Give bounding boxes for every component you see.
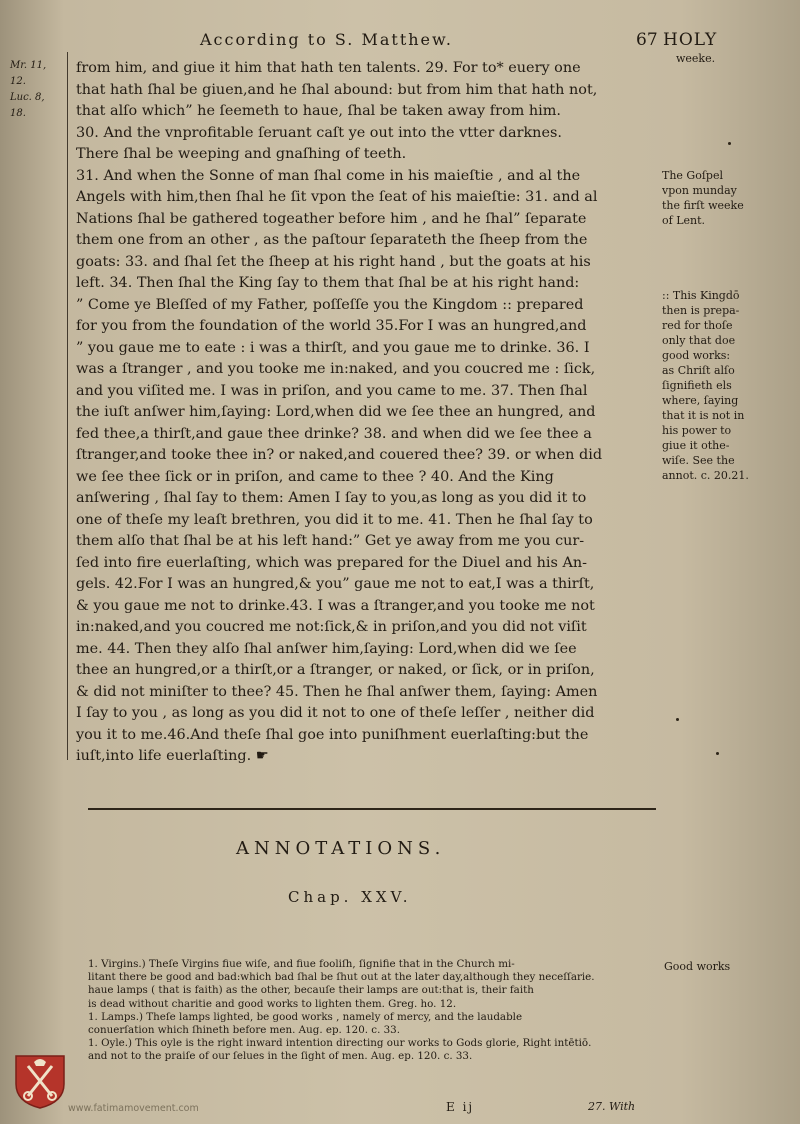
margin-ref: 12. [10,76,26,87]
annotations-text [88,958,663,1064]
margin-ref: Mr. 11, [10,60,47,71]
text-line: iuſt,into life euerlaſting. ☛ [76,748,269,764]
margin-note-line: his power to [662,424,732,437]
ink-speck [716,752,719,755]
main-text-column [76,58,660,768]
annotation-line: 1. Virgins.) Theſe Virgins fiue wiſe, and fiue fooliſh, ſignifie that in the Church mi- [88,958,515,970]
margin-note-line: only that doe [662,334,736,347]
margin-note-line: of Lent. [662,214,706,227]
margin-note-line: then is prepa- [662,304,740,317]
margin-note-line [662,273,796,288]
margin-note-line [662,228,796,243]
text-line: them one from an other , as the paſtour ſeparateth the ſheep from the [76,232,588,248]
text-line: ſed into fire euerlaſting, which was prepared for the Diuel and his An- [76,554,587,571]
annotation-line: haue lamps ( that is faith) as the other, becauſe their lamps are out:that is, their faith [88,984,534,997]
text-line: & did not miniſter to thee? 45. Then he ſhal anſwer them, ſaying: Amen [76,683,598,700]
margin-note-line: as Chriſt alſo [662,364,735,377]
margin-note-line: the firſt weeke [662,199,744,212]
margin-note-line: good works: [662,349,731,362]
text-line: for you from the foundation of the world 35.For I was an hungred,and [76,318,587,334]
chapter-heading: Chap. XXV. [288,888,412,906]
margin-note-line: annot. c. 20.21. [662,469,749,482]
text-line: in:naked,and you coucred me not:ſick,& in priſon,and you did not viſit [76,619,587,635]
annotation-line: conuerſation which ſhineth before men. Aug. ep. 120. c. 33. [88,1023,400,1036]
section-title: HOLY [663,30,718,50]
ink-speck [676,718,679,721]
text-line: gels. 42.For I was an hungred,& you” gaue me not to eat,I was a thirſt, [76,576,595,592]
annotation-side-note: Good works [664,960,731,973]
running-title: According to S. Matthew. [200,30,453,49]
text-line: was a ſtranger , and you tooke me in:naked, and you coucred me : ſick, [76,361,596,377]
text-line: Nations ſhal be gathered togeather before him , and he ſhal” ſeparate [76,210,587,227]
text-line: from him, and giue it him that hath ten talents. 29. For to* euery one [76,60,581,76]
text-line: ” Come ye Bleſſed of my Father, poſſeſſe you the Kingdom :: prepared [76,296,584,313]
text-line: ſtranger,and tooke thee in? or naked,and couered thee? 39. or when did [76,447,603,463]
text-line: them alſo that ſhal be at his left hand:” Get ye away from me you cur- [76,533,585,549]
margin-note-line: giue it othe- [662,439,730,452]
text-line: ” you gaue me to eate : i was a thirſt, and you gaue me to drinke. 36. I [76,339,590,356]
margin-note-line [662,243,796,258]
margin-ref: 18. [10,108,26,119]
annotation-line: and not to the praiſe of our ſelues in the ſight of men. Aug. ep. 120. c. 33. [88,1050,473,1063]
text-line: fed thee,a thirſt,and gaue thee drinke? 38. and when did we ſee thee a [76,425,592,442]
papal-keys-logo-icon [14,1054,66,1110]
text-line: & you gaue me not to drinke.43. I was a ſtranger,and you tooke me not [76,597,595,614]
margin-divider-line [67,52,68,760]
text-line: 31. And when the Sonne of man ſhal come in his maieſtie , and al the [76,167,581,184]
text-line: goats: 33. and ſhal ſet the ſheep at his right hand , but the goats at his [76,253,591,270]
text-line: 30. And the vnprofitable ſeruant caſt ye out into the vtter darknes. [76,124,562,141]
text-line: and you viſited me. I was in priſon, and you came to me. 37. Then ſhal [76,382,588,399]
text-line: that alſo which” he ſeemeth to haue, ſhal be taken away from him. [76,103,561,119]
text-line: we ſee thee ſick or in priſon, and came to thee ? 40. And the King [76,468,554,485]
watermark-url: www.fatimamovement.com [68,1103,199,1114]
text-line: me. 44. Then they alſo ſhal anſwer him,ſaying: Lord,when did we ſee [76,640,577,657]
margin-note-line: vpon munday [662,184,737,197]
text-line: you it to me.46.And theſe ſhal goe into puniſhment euerlaſting:but the [76,726,589,743]
annotation-line: is dead without charitie and good works to lighten them. Greg. ho. 12. [88,997,457,1010]
signature-mark: E ij [446,1100,475,1114]
annotation-line: 1. Lamps.) Theſe lamps lighted, be good works , namely of mercy, and the laudable [88,1010,523,1023]
text-line: I ſay to you , as long as you did it not to one of theſe leſſer , neither did [76,705,595,721]
catchword: 27. With [588,1100,636,1113]
margin-note-line: where, ſaying [662,394,739,407]
text-line: There ſhal be weeping and gnaſhing of teeth. [76,146,407,162]
margin-note-line [662,258,796,273]
section-subtitle: weeke. [676,52,716,65]
annotations-heading: ANNOTATIONS. [236,838,446,859]
margin-note-line: :: This Kingdō [662,289,740,302]
margin-note-line: red for thoſe [662,319,733,332]
text-line: left. 34. Then ſhal the King ſay to them that ſhal be at his right hand: [76,275,580,291]
margin-note-line: wiſe. See the [662,454,735,467]
text-line: one of theſe my leaſt brethren, you did it to me. 41. Then he ſhal ſay to [76,511,593,528]
margin-note-line: The Goſpel [662,169,723,182]
text-line: anſwering , ſhal ſay to them: Amen I ſay to you,as long as you did it to [76,490,587,506]
right-margin-notes [662,168,796,483]
page-number: 67 [636,30,658,50]
text-line: Angels with him,then ſhal he ſit vpon the ſeat of his maieſtie: 31. and al [76,189,598,205]
section-divider [88,808,656,810]
margin-ref: Luc. 8, [10,92,45,103]
margin-note-line: ſignifieth els [662,379,732,392]
left-margin-references [10,58,60,122]
annotation-line: 1. Oyle.) This oyle is the right inward intention directing our works to Gods glorie, Right intētiō. [88,1037,592,1050]
text-line: thee an hungred,or a thirſt,or a ſtranger, or naked, or ſick, or in priſon, [76,662,595,678]
annotation-line: litant there be good and bad:which bad ſhal be ſhut out at the later day,although they neceſſarie. [88,971,595,984]
text-line: that hath ſhal be giuen,and he ſhal abound: but from him that hath not, [76,81,598,98]
margin-note-line: that it is not in [662,409,745,422]
ink-speck [728,142,731,145]
text-line: the iuſt anſwer him,ſaying: Lord,when did we ſee thee an hungred, and [76,404,596,420]
